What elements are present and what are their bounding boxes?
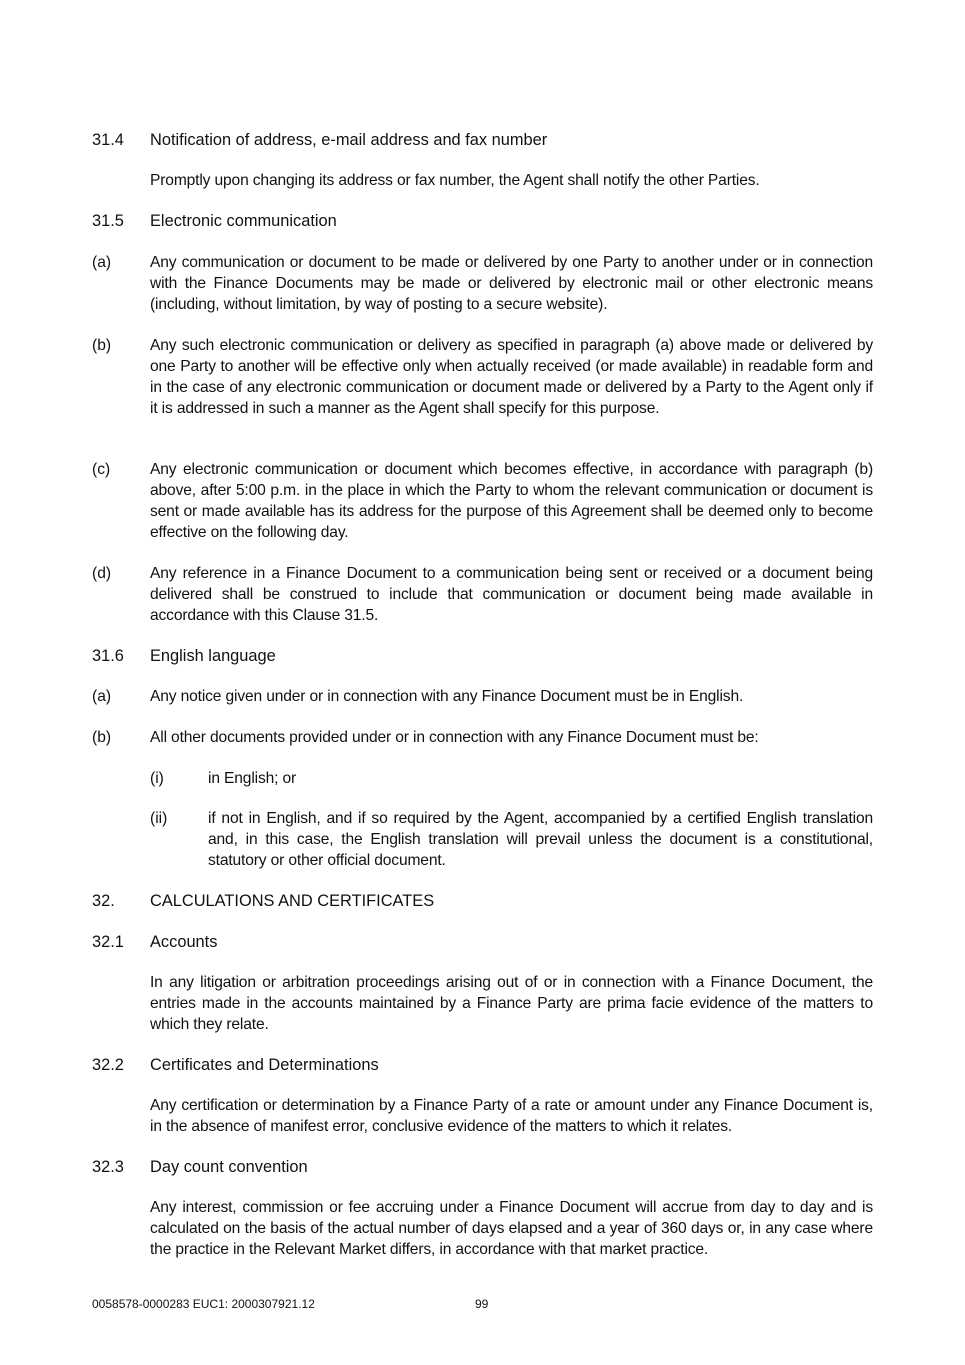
subitem-label: (ii): [150, 810, 168, 827]
section-title: Electronic communication: [150, 212, 337, 230]
section-number: 32.2: [92, 1056, 124, 1074]
subitem-text: in English; or: [208, 770, 297, 787]
item-text: Any communication or document to be made or delivered by one Party to another under or in connection with the Finance Documents may be made or delivered by electronic mail or other electronic means (including, without limitation, by way of posting to a secure website).: [150, 254, 873, 313]
item-label: (a): [92, 688, 112, 705]
item-text: Any such electronic communication or delivery as specified in paragraph (a) above made or delivered by one Party to another will be effective only when actually received (or made available) in readable form and in the case of any electronic communication or document made or delivered by a Party to the Agent only if it is addressed in such a manner as the Agent shall specify for this purpose.: [150, 337, 873, 417]
item-label: (a): [92, 254, 112, 271]
item-text: Any electronic communication or document which becomes effective, in accordance with paragraph (b) above, after 5:00 p.m. in the place in which the Party to whom the relevant communication or document is sent or made available has its address for the purpose of this Agreement shall be deemed only to become effective on the following day.: [150, 461, 873, 541]
item-label: (b): [92, 729, 112, 746]
section-number: 32.: [92, 892, 115, 910]
paragraph-32-3: Any interest, commission or fee accruing under a Finance Document will accrue from day to day and is calculated on the basis of the actual number of days elapsed and a year of 360 days or, in any case where the practice in the Relevant Market differs, in accordance with that market practice.: [150, 1199, 873, 1258]
section-title: Certificates and Determinations: [150, 1056, 379, 1074]
section-number: 32.1: [92, 933, 124, 951]
item-label: (b): [92, 337, 112, 354]
paragraph-32-1: In any litigation or arbitration proceedings arising out of or in connection with a Finance Document, the entries made in the accounts maintained by a Finance Party are prima facie evidence of the matters to which they relate.: [150, 974, 873, 1033]
item-text: All other documents provided under or in connection with any Finance Document must be:: [150, 729, 759, 746]
paragraph-32-2: Any certification or determination by a Finance Party of a rate or amount under any Finance Document is, in the absence of manifest error, conclusive evidence of the matters to which it relates.: [150, 1097, 873, 1135]
item-label: (d): [92, 565, 112, 582]
item-text: Any notice given under or in connection with any Finance Document must be in English.: [150, 688, 744, 705]
subitem-label: (i): [150, 770, 164, 787]
section-title: Accounts: [150, 933, 218, 951]
section-title: CALCULATIONS AND CERTIFICATES: [150, 892, 435, 910]
section-number: 31.5: [92, 212, 124, 230]
section-number: 31.6: [92, 647, 124, 665]
paragraph-31-4: Promptly upon changing its address or fax number, the Agent shall notify the other Parties.: [150, 172, 760, 189]
section-title: Notification of address, e-mail address and fax number: [150, 131, 548, 149]
footer-page-number: 99: [475, 1297, 489, 1311]
footer-document-reference: 0058578-0000283 EUC1: 2000307921.12: [92, 1297, 315, 1311]
section-number: 31.4: [92, 131, 124, 149]
section-title: Day count convention: [150, 1158, 308, 1176]
section-number: 32.3: [92, 1158, 124, 1176]
subitem-text: if not in English, and if so required by the Agent, accompanied by a certified English translation and, in this case, the English translation will prevail unless the document is a constitutional, statutory or other official document.: [208, 810, 873, 869]
section-title: English language: [150, 647, 276, 665]
item-label: (c): [92, 461, 111, 478]
item-text: Any reference in a Finance Document to a communication being sent or received or a document being delivered shall be construed to include that communication or document being made available in accordance with this Clause 31.5.: [150, 565, 873, 624]
